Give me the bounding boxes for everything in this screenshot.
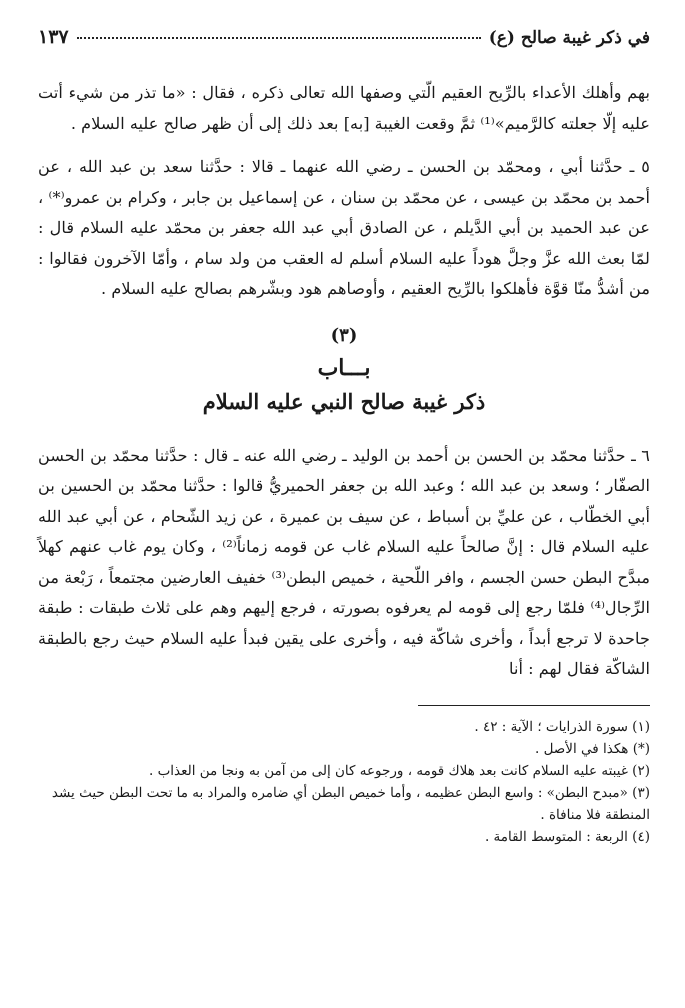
paragraph-hadith-5: ٥ ـ حدَّثنا أبي ، ومحمّد بن الحسن ـ رضي الله عنهما ـ قالا : حدَّثنا سعد بن عبد الله ، عن أحمد بن محمّد بن عيسى ، عن محمّد بن سنان ، عن إسماعيل بن جابر ، وكرام بن عمرو⁽*⁾ ، عن عبد الحميد بن أبي الدَّيلم ، عن الصادق أبي عبد الله جعفر بن محمّد عليه السلام قال : لمّا بعث الله عزَّ وجلَّ هوداً عليه السلام أسلم له العقب من ولد سام ، وأمّا الآخرون فقالوا : من أشدُّ منّا قوَّة فأهلكوا بالرِّيح العقيم ، وأوصاهم هود وبشّرهم بصالح عليه السلام . bbox=[38, 157, 650, 298]
section-number: (٣) bbox=[330, 324, 358, 346]
chapter-title: ذكر غيبة صالح النبي عليه السلام bbox=[202, 388, 486, 414]
footnote-2: (٢) غيبته عليه السلام كانت بعد هلاك قومه ، ورجوعه كان إلى من آمن به ونجا من العذاب . bbox=[148, 762, 650, 779]
footnote-4: (٤) الربعة : المتوسط القامة . bbox=[484, 828, 650, 845]
footnote-1: (١) سورة الذرايات ؛ الآية : ٤٢ . bbox=[474, 718, 650, 735]
header-dot-leader bbox=[77, 37, 481, 39]
running-header bbox=[38, 26, 650, 58]
footnote-star: (*) هكذا في الأصل . bbox=[535, 740, 650, 757]
footnote-3: (٣) «مبدح البطن» : واسع البطن عظيمه ، وأما خميص البطن أي ضامره والمراد به ما تحت البطن حيث يشد المنطقة فلا منافاة . bbox=[51, 784, 650, 823]
page-number: ١٣٧ bbox=[38, 26, 69, 48]
paragraph-1: بهم وأهلك الأعداء بالرِّيح العقيم الّتي وصفها الله تعالى ذكره ، فقال : «ما تذر من شيء أتت عليه إلّا جعلته كالرَّميم»⁽¹⁾ ثمَّ وقعت الغيبة [به] بعد ذلك إلى أن ظهر صالح عليه السلام . bbox=[38, 83, 650, 133]
header-title: في ذكر غيبة صالح (ع) bbox=[488, 28, 650, 48]
chapter-label: بـــاب bbox=[317, 354, 371, 381]
book-page bbox=[38, 26, 650, 848]
footnotes bbox=[38, 716, 650, 848]
paragraph-hadith-6: ٦ ـ حدَّثنا محمّد بن الحسن بن أحمد بن الوليد ـ رضي الله عنه ـ قال : حدَّثنا محمّد بن الحسن الصفّار ؛ وسعد بن عبد الله ؛ وعبد الله بن جعفر الحميريُّ قالوا : حدَّثنا محمّد بن الحسين بن أبي الخطّاب ، عن عليِّ بن أسباط ، عن سيف بن عميرة ، عن زيد الشّحام ، عن أبي عبد الله عليه السلام قال : إنَّ صالحاً عليه السلام غاب عن قومه زماناً⁽²⁾ ، وكان يوم غاب عنهم كهلاً مبدَّح البطن حسن الجسم ، وافر اللّحية ، خميص البطن⁽³⁾ خفيف العارضين مجتمعاً ، رَبْعة من الرِّجال⁽⁴⁾ فلمّا رجع إلى قومه لم يعرفوه بصورته ، فرجع إليهم وهم على ثلاث طبقات : طبقة جاحدة لا ترجع أبداً ، وأخرى شاكّة فيه ، وأخرى على يقين فبدأ عليه السلام حيث رجع بالطبقة الشاكّة فقال لهم : أنا bbox=[38, 445, 651, 678]
footnote-separator bbox=[418, 705, 650, 706]
